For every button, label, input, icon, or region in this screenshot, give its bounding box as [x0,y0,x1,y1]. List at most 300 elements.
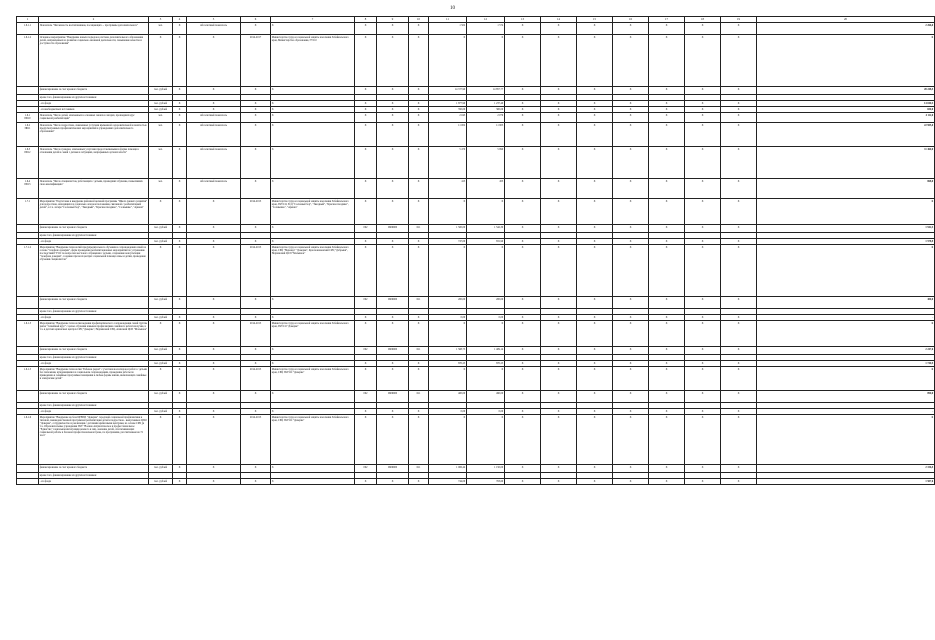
table-cell: Х [355,179,377,199]
table-cell: Х [173,347,187,355]
column-number-7: 7 [271,17,355,23]
table-cell: 1.6.2 ПБ11 [17,123,39,147]
table-cell: Х [377,321,409,347]
table-cell: Х [173,179,187,199]
table-cell: Х [541,409,577,415]
table-cell: Х [173,361,187,367]
table-cell: Х [355,107,377,113]
table-cell: 1 574 [467,23,505,35]
table-cell: Х [649,409,685,415]
table-cell: Абсолютный показатель [187,179,241,199]
table-cell: Х [271,147,355,179]
table-cell: Х [505,347,541,355]
table-cell: 870,25 [429,361,467,367]
table-cell: Х [649,147,685,179]
table-cell: тыс. рублей [149,87,173,95]
table-cell: Абсолютный показатель [187,113,241,123]
table-cell: Абсолютный показатель [187,23,241,35]
table-cell: 868,0 [757,179,935,199]
table-cell: Х [541,361,577,367]
table-cell: Х [649,347,685,355]
table-cell: Х [505,107,541,113]
table-cell: Х [271,225,355,233]
table-cell: 400,0 [757,297,935,309]
table-cell: Х [541,123,577,147]
table-body [17,23,935,485]
table-cell: кроме того, финансирование из других источников: [39,233,149,239]
table-cell: Х [613,107,649,113]
table-cell: Х [613,347,649,355]
column-number-1: 1 [17,17,39,23]
table-cell: Х [429,321,467,347]
table-cell: Х [541,415,577,465]
table-cell: 1 502 [429,23,467,35]
table-cell: Х [187,321,241,347]
table-cell: Х [505,225,541,233]
table-cell: Х [173,391,187,403]
table-cell: Х [649,315,685,321]
table-cell: Х [649,415,685,465]
table-cell: Х [187,35,241,87]
table-cell: Х [377,101,409,107]
table-cell: Х [271,361,355,367]
table-cell: Х [187,315,241,321]
table-cell: 1 409,14 [467,347,505,355]
table-cell: Х [377,479,409,485]
table-cell: Х [505,479,541,485]
table-cell: Х [355,87,377,95]
table-cell: Х [409,361,429,367]
table-cell: Х [721,347,757,355]
table-cell: Х [271,107,355,113]
table-cell: Х [541,391,577,403]
table-row [17,367,935,391]
table-cell: Х [577,391,613,403]
table-cell: 1 877,90 [429,101,467,107]
column-number-9: 9 [377,17,409,23]
table-cell: Показатель "Число специалистов, работающих с детьми, прошедших обучение, повысивших свою квалификацию" [39,179,149,199]
table-cell: 1.6.1.3 [17,321,39,347]
table-row [17,87,935,95]
table-cell: Х [241,101,271,107]
table-cell: Х [721,479,757,485]
table-row [17,35,935,87]
table-cell: Х [505,367,541,391]
table-cell: Х [409,367,429,391]
table-cell: Х [685,367,721,391]
table-cell: 1 740,5 [757,361,935,367]
table-cell: 0609900 [377,391,409,403]
table-cell: Основное мероприятие "Внедрение новых подходов в системе дополнительного образования детей, направленных на развитие социально-значимой деятельности, повышение качества и доступности образования" [39,35,149,87]
table-cell: Х [685,107,721,113]
table-cell: 415 [429,179,467,199]
table-cell: 2014-2015 [241,367,271,391]
table-cell: Х [187,101,241,107]
table-cell: 4 112,0 [757,113,935,123]
table-cell: Х [577,297,613,309]
table-cell: Х [577,225,613,233]
table-cell: Х [757,367,935,391]
table-cell: Х [505,87,541,95]
table-cell [17,391,39,403]
table-cell: Х [377,23,409,35]
table-cell: Х [173,479,187,485]
table-cell: Х [271,479,355,485]
table-cell: Х [355,101,377,107]
table-cell: Х [377,113,409,123]
table-cell: Х [505,391,541,403]
table-cell: Х [355,245,377,297]
table-cell: Х [757,245,935,297]
table-cell: 747,00 [429,239,467,245]
table-cell: Министерство труда и социальной защиты населения Забайкальского края, СРЦ ГКУСО "Доверие" [271,415,355,465]
table-cell: Х [685,147,721,179]
table-cell: Мероприятие "Внедрение технологии "Ребенок рядом" с участием волонтеров и работа с детьми без попечения, нуждающимися в социальном сопровождении, проведение работы по приведению в семейные программы помещения в любые формы жизни, включающих семейные и опекунские детей" [39,367,149,391]
table-cell: Х [613,465,649,473]
table-cell: Х [271,409,355,415]
table-cell: - [757,409,935,415]
table-cell: Х [241,465,271,473]
table-cell: Х [721,101,757,107]
table-cell: Х [685,239,721,245]
table-cell: Х [409,107,429,113]
column-number-4: 4 [173,17,187,23]
table-cell: Х [685,101,721,107]
table-cell: 611 [409,297,429,309]
table-cell: Х [241,347,271,355]
table-cell: Х [649,179,685,199]
table-cell: Х [649,245,685,297]
table-cell: Х [355,123,377,147]
table-row [17,123,935,147]
table-cell: 1 237,40 [467,101,505,107]
table-cell: 1.6.1 ПБ10 [17,113,39,123]
table-cell: 11 460,0 [757,147,935,179]
table-cell: финансирование за счет краевого бюджета [39,297,149,309]
table-cell: Х [613,225,649,233]
table-cell: Х [409,479,429,485]
table-cell: 0609900 [377,225,409,233]
table-cell: 1 542,30 [467,225,505,233]
table-row [17,347,935,355]
table-cell: Х [541,35,577,87]
table-cell: - [757,315,935,321]
table-cell: Х [649,101,685,107]
table-cell: Х [271,179,355,199]
table-cell: чел. [149,23,173,35]
table-cell: Х [355,415,377,465]
table-cell: 5 470 [429,147,467,179]
table-cell: Х [355,321,377,347]
table-cell: финансирование за счет краевого бюджета [39,465,149,473]
table-cell: 1 507,6 [757,479,935,485]
table-cell: Х [685,123,721,147]
program-table [16,16,935,485]
table-cell: Х [409,199,429,225]
table-cell: Х [577,321,613,347]
table-cell: Х [505,147,541,179]
table-cell: Х [649,23,685,35]
table-cell: Х [541,199,577,225]
table-cell: Х [355,147,377,179]
table-cell: Х [649,239,685,245]
table-cell: 1.7.1 [17,199,39,225]
table-cell: Х [505,199,541,225]
column-number-10: 10 [409,17,429,23]
table-cell: Х [377,179,409,199]
table-cell: Х [241,179,271,199]
table-cell: Х [241,107,271,113]
table-cell: Показатель "Число подростков, охваченных услугами временной оздоровительной и занятостью предусмотренных профилактических мероприятий в учреждениях дополнительного образования" [39,123,149,147]
table-cell: Х [685,361,721,367]
table-cell: Х [649,35,685,87]
table-cell: Х [173,315,187,321]
table-cell: Х [173,101,187,107]
table-cell: Х [409,113,429,123]
table-cell: Х [613,179,649,199]
table-cell: Х [173,123,187,147]
table-cell: Х [173,245,187,297]
table-cell: чел. [149,179,173,199]
table-cell: тыс. рублей [149,465,173,473]
table-cell: Х [271,87,355,95]
table-cell: 1.6.4 ПБ13 [17,179,39,199]
table-cell: 1 150,00 [467,465,505,473]
table-cell: Х [377,361,409,367]
table-cell: Х [241,225,271,233]
table-cell: Мероприятие "Внедрение на базе ЦРЕПИ "Доверие" городской социальной профилактики и типовой, межведомственной программой реабилитации детей и подростков - выпускников ЦПО "Доверие", сотрудничество и реализация с детскими кризисными центрами, на основе СРЦ (в т.ч. Образовательные учреждения ГКУ "Военно-патриотическое и профессиональное "Единство" социальная интеграция целевого и лиц, оказание детей, обеспечивающих социальной работы в базовом профессиональном треке, по программам, рассчитанным на 72 часа" [39,415,149,465]
column-number-14: 14 [541,17,577,23]
table-cell: Мероприятие "Внедрение технологий предупредительного обучения и сопровождения семей на основе "телефона доверия", форм проведения реабилитационных мероприятий по устранению последствий ГУСО по вопросам жестокого обращения с детьми, сохранение консультации "телефона доверия", создание при всех центрах социальной помощи семье и детям, проведение обучения специалистов" [39,245,149,297]
table-cell: - из фонда [39,239,149,245]
table-cell: Х [721,199,757,225]
table-cell: Х [721,147,757,179]
table-cell: Х [649,113,685,123]
table-cell: кроме того, финансирование из других источников: [39,403,149,409]
table-cell: Х [505,239,541,245]
table-cell: 1.6.1.6 [17,415,39,465]
table-cell: Х [541,179,577,199]
table-cell: Х [377,315,409,321]
table-cell: Х [721,391,757,403]
table-cell: 0609900 [377,465,409,473]
table-cell: кроме того, финансирование из других источников: [39,95,149,101]
table-cell: Х [577,123,613,147]
column-number-20: 20 [757,17,935,23]
table-cell: 1 578,9 [757,239,935,245]
table-cell: 1.7.1.2 [17,245,39,297]
table-cell: 2 266,0 [757,23,935,35]
table-cell: 1 500,00 [429,225,467,233]
table-cell: Х [241,113,271,123]
table-cell: Х [721,315,757,321]
table-cell: 2 247,6 [757,347,935,355]
table-cell: 11 903 [467,123,505,147]
table-row [17,245,935,297]
table-cell: Х [271,123,355,147]
table-cell: Х [377,123,409,147]
table-cell: Х [721,465,757,473]
table-cell: 744,00 [429,479,467,485]
table-cell: 200,00 [429,297,467,309]
table-cell: 2 043 [429,113,467,123]
table-cell: Х [505,297,541,309]
table-cell: тыс. рублей [149,107,173,113]
table-cell: Х [577,87,613,95]
table-cell: Х [613,315,649,321]
table-cell: Х [577,367,613,391]
table-row [17,465,935,473]
table-cell: 2 079 [467,113,505,123]
table-cell: тыс. рублей [149,409,173,415]
table-cell: Х [429,35,467,87]
table-cell: Х [377,367,409,391]
table-cell: Х [355,113,377,123]
table-row [17,391,935,403]
table-cell: Х [649,107,685,113]
column-number-19: 19 [721,17,757,23]
table-cell: - из внебюджетных источников [39,107,149,113]
table-cell: Х [613,479,649,485]
table-cell: 890,0 [757,391,935,403]
table-cell: Х [577,479,613,485]
table-cell: Х [409,87,429,95]
table-cell: 611 [409,391,429,403]
table-cell: Х [649,123,685,147]
table-cell: - из фонда [39,101,149,107]
table-cell: Х [409,23,429,35]
table-cell: Х [429,245,467,297]
table-cell: Х [577,179,613,199]
table-cell: Х [577,101,613,107]
table-cell: 22 905,0 [757,123,935,147]
table-cell: Х [541,347,577,355]
table-cell: Министерство труда и социальной защиты населения Забайкальского края, ГКУСО "Доверие" [271,321,355,347]
table-cell: Х [409,245,429,297]
table-cell: 1.6.1.2 [17,35,39,87]
table-cell: Х [685,347,721,355]
table-cell: 1.6.1.5 [17,367,39,391]
table-cell: Х [649,225,685,233]
table-cell: Х [649,297,685,309]
table-cell: Х [173,87,187,95]
column-number-12: 12 [467,17,505,23]
table-cell: Х [541,465,577,473]
table-cell: Х [149,367,173,391]
table-cell: 831,90 [467,239,505,245]
table-cell: Х [355,361,377,367]
table-cell: 2014-2015 [241,321,271,347]
table-cell: финансирование за счет краевого бюджета [39,225,149,233]
table-cell: Х [173,415,187,465]
table-cell: Х [577,315,613,321]
table-row [17,415,935,465]
table-cell: Х [685,87,721,95]
table-cell: Х [467,199,505,225]
table-cell: 0,00 [467,315,505,321]
table-cell: Х [613,297,649,309]
column-number-16: 16 [613,17,649,23]
table-cell: - из фонда [39,361,149,367]
table-cell: 611 [409,347,429,355]
column-number-3: 3 [149,17,173,23]
table-cell: 0609900 [377,347,409,355]
table-cell: Х [721,225,757,233]
table-cell: Х [541,23,577,35]
table-cell: Х [577,415,613,465]
table-cell: Х [721,245,757,297]
table-cell: Х [685,415,721,465]
table-cell: Х [149,415,173,465]
table-cell: Х [409,147,429,179]
table-cell: Х [649,321,685,347]
table-cell: Х [541,147,577,179]
table-cell: Х [649,361,685,367]
table-cell: финансирование за счет краевого бюджета [39,87,149,95]
table-cell: Х [467,35,505,87]
table-cell: Х [271,297,355,309]
column-number-2: 2 [39,17,149,23]
table-cell: Х [187,361,241,367]
table-cell: Х [721,35,757,87]
table-cell: Абсолютный показатель [187,147,241,179]
table-cell: Х [241,147,271,179]
table-cell: Х [541,367,577,391]
table-cell: Х [271,391,355,403]
table-cell: Х [241,479,271,485]
table-cell: Х [577,465,613,473]
table-cell: Х [355,239,377,245]
table-cell: Х [685,23,721,35]
table-cell: Мероприятие "Внедрение технологии ведения профилактического сопровождения семей группы риска "Семейный круг" с целью обучения навыкам профилактики семейного неблагополучия, в т.ч. в детских кризисных центрах СРЦ "Доверие", Нерчинский СРЦ, Агинский ЦСП "Малышок" [39,321,149,347]
column-number-11: 11 [429,17,467,23]
table-cell: Х [241,23,271,35]
table-cell: Х [613,367,649,391]
table-cell: 2014-2015 [241,415,271,465]
table-cell [17,465,39,473]
table-cell: Показатель "Численность воспитанников, посещающих ... программы дополнительного" [39,23,149,35]
table-cell: тыс. рублей [149,347,173,355]
table-cell: Х [467,415,505,465]
table-cell [17,347,39,355]
table-cell: Х [187,391,241,403]
table-cell: Х [355,479,377,485]
table-cell: Х [685,199,721,225]
table-cell: тыс. рублей [149,315,173,321]
table-cell: Х [241,391,271,403]
table-cell: Х [685,321,721,347]
table-cell: 870,25 [467,361,505,367]
table-cell: Х [467,245,505,297]
table-cell: 28 248,5 [757,87,935,95]
table-cell: Х [187,367,241,391]
table-cell: Х [409,239,429,245]
table-cell: Х [541,315,577,321]
table-cell: Х [757,415,935,465]
table-cell: Х [541,225,577,233]
table-cell: Х [613,409,649,415]
table-cell: 0,00 [429,409,467,415]
table-row [17,321,935,347]
table-cell: тыс. рублей [149,479,173,485]
table-cell: Х [613,101,649,107]
table-cell: Х [173,465,187,473]
table-cell: - из фонда [39,315,149,321]
table-cell: Х [505,123,541,147]
table-cell: Х [149,35,173,87]
table-cell: 14 857,77 [467,87,505,95]
table-cell: Х [241,409,271,415]
